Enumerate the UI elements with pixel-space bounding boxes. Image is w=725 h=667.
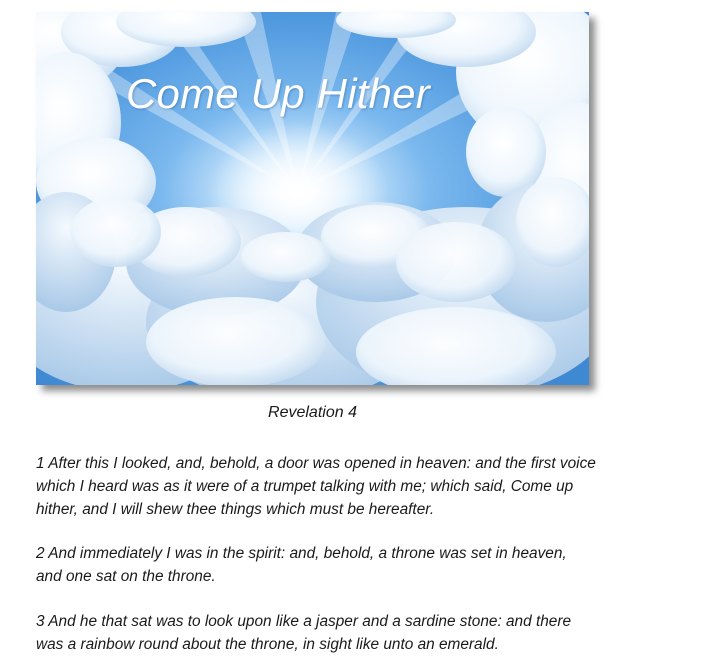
verse-paragraph: 2 And immediately I was in the spirit: and, behold, a throne was set in heaven, and one sat on the throne.	[36, 545, 567, 585]
verse-paragraph: 1 After this I looked, and, behold, a door was opened in heaven: and the first voice which I heard was as it were of a trumpet talking with me; which said, Come up hither, and I will shew thee things which must be hereafter.	[36, 455, 596, 518]
chapter-caption: Revelation 4	[268, 404, 357, 421]
hero-title: Come Up Hither	[126, 70, 430, 117]
hero-image	[36, 12, 589, 385]
clouds-heaven-image	[36, 12, 589, 385]
verse-paragraph: 3 And he that sat was to look upon like a jasper and a sardine stone: and there was a rainbow round about the throne, in sight like unto an emerald.	[36, 613, 572, 653]
